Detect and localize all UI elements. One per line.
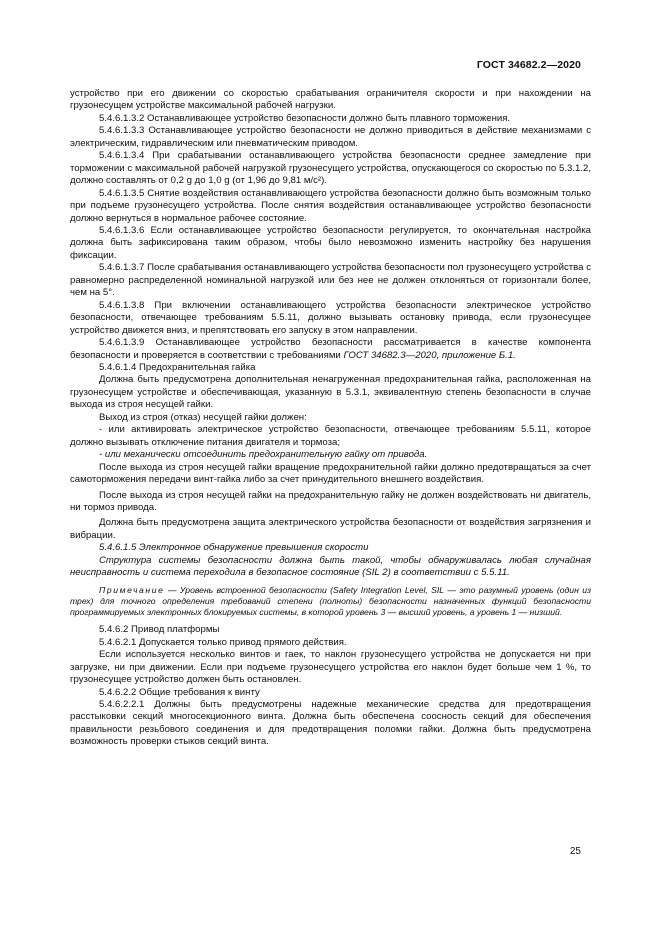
paragraph: 5.4.6.1.3.7 После срабатывания останавливающего устройства безопасности пол грузонесущего устройства с равномерно распределенной номинальной нагрузкой или без нее не должен отклоняться от горизонтали более, чем на 5°. xyxy=(70,262,591,299)
paragraph: Должна быть предусмотрена дополнительная ненагруженная предохранительная гайка, расположенная на грузонесущем устройстве и обеспечивающая, указанную в 5.3.1, эквивалентную степень безопасности в случае выхода из строя несущей гайки. xyxy=(70,374,591,411)
paragraph: устройство при его движении со скоростью срабатывания ограничителя скорости и при нахождении на грузонесущем устройстве максимальной рабочей нагрузки. xyxy=(70,88,591,112)
section-heading: 5.4.6.1.5 Электронное обнаружение превышения скорости xyxy=(99,542,369,554)
note-label: Примечание xyxy=(99,584,165,595)
section-heading: 5.4.6.1.4 Предохранительная гайка xyxy=(99,361,256,373)
document-body xyxy=(70,88,591,749)
note-text: — Уровень встроенной безопасности (Safety Integration Level, SIL — это разумный уровень (один из трех) для точного определения требований степени (полноты) безопасности назначенных функций безопасности программируемых электронных блокируемых системы, в которой уровень 3 — высший уровень, а уровень 1 — низший. xyxy=(70,584,591,618)
paragraph: Должна быть предусмотрена защита электрического устройства безопасности от воздействия загрязнения и вибрации. xyxy=(70,517,591,541)
document-id-header: ГОСТ 34682.2—2020 xyxy=(476,59,581,71)
paragraph: 5.4.6.1.3.3 Останавливающее устройство безопасности не должно приводиться в действие механизмами с электрическим, гидравлическим или пневматическим приводом. xyxy=(70,125,591,149)
paragraph: После выхода из строя несущей гайки вращение предохранительной гайки должно предотвращаться за счет самоторможения передачи винт-гайка либо за счет принудительного внешнего воздействия. xyxy=(70,461,591,486)
page-number: 25 xyxy=(569,846,581,857)
section-heading: 5.4.6.2 Привод платформы xyxy=(99,624,220,636)
paragraph: Структура системы безопасности должна быть такой, чтобы обнаруживалась любая случайная неисправность и система переходила в безопасное состояние (SIL 2) в соответствии с 5.5.11. xyxy=(70,554,591,579)
paragraph: 5.4.6.1.3.5 Снятие воздействия останавливающего устройства безопасности должно быть возможным только при подъеме грузонесущего устройства. После снятия воздействия останавливающее устройство безопасности должно вернуться в нормальное рабочее состояние. xyxy=(70,187,591,224)
paragraph: 5.4.6.1.3.6 Если останавливающее устройство безопасности регулируется, то окончательная настройка должна быть зафиксирована таким образом, чтобы было невозможно изменить настройку без нарушения фиксации. xyxy=(70,224,591,261)
paragraph: Если используется несколько винтов и гаек, то наклон грузонесущего устройства не допускается ни при загрузке, ни при движении. Если при подъеме грузонесущего устройства его наклон будет больше чем 1 %, то грузонесущее устройство должен быть остановлен. xyxy=(70,649,591,686)
paragraph: 5.4.6.2.2.1 Должны быть предусмотрены надежные механические средства для предотвращения расстыковки секций многосекционного винта. Должна быть обеспечена соосность секций для обеспечения правильности резьбового соединения и для предотвращения поломки гайки. Должна быть предусмотрена возможность проверки стыков секций винта. xyxy=(70,699,591,748)
standard-reference: ГОСТ 34682.3—2020, приложение Б.1. xyxy=(343,349,516,361)
paragraph-text: 5.4.6.1.3.9 Останавливающее устройство безопасности рассматривается в качестве компонента безопасности и проверяется в соответствии с требованиями xyxy=(70,337,591,361)
paragraph: 5.4.6.1.3.4 При срабатывании останавливающего устройства безопасности среднее замедление при торможении с максимальной рабочей нагрузкой грузонесущего устройства, опускающегося со скоростью по 5.3.1.2, должно составлять от 0,2 g до 1,0 g (от 1,96 до 9,81 м/с²). xyxy=(70,150,591,187)
section-heading: 5.4.6.2.2 Общие требования к винту xyxy=(99,686,260,698)
list-item: - или активировать электрическое устройство безопасности, отвечающее требованиям 5.5.11, которое должно вызывать отключение питания двигателя и тормоза; xyxy=(70,424,591,448)
paragraph: После выхода из строя несущей гайки на предохранительную гайку не должен воздействовать ни двигатель, ни тормоз привода. xyxy=(70,489,591,513)
paragraph: 5.4.6.2.1 Допускается только привод прямого действия. xyxy=(99,636,347,648)
paragraph: 5.4.6.1.3.8 При включении останавливающего устройства безопасности электрическое устройство безопасности, отвечающее требованиям 5.5.11, должно вызывать остановку привода, если грузонесущее устройство движется вниз, и препятствовать его запуску в этом направлении. xyxy=(70,299,591,336)
paragraph: Выход из строя (отказ) несущей гайки должен: xyxy=(99,411,307,423)
list-item: - или механически отсоединить предохранительную гайку от привода. xyxy=(99,449,428,461)
paragraph xyxy=(70,337,591,362)
note xyxy=(70,585,591,619)
paragraph: 5.4.6.1.3.2 Останавливающее устройство безопасности должно быть плавного торможения. xyxy=(99,112,511,124)
